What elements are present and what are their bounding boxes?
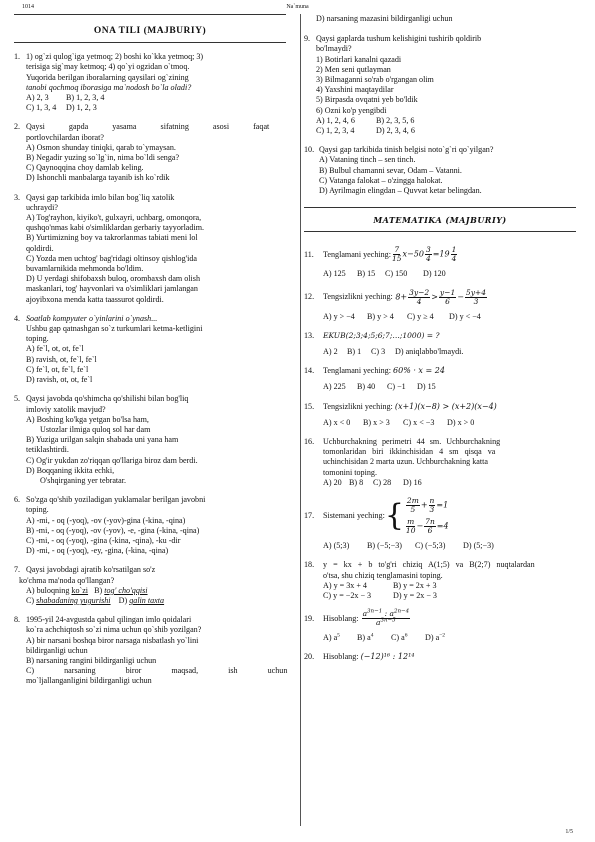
question-12: 12. Tengsizlikni yeching: 8+ $\frac{3y-2}{4}$ > $\frac{y-1}{6}$ − $\frac{5y+4}{3}$ (304, 287, 486, 306)
options-14: A) 225 B) 40 C) −1 D) 15 (323, 382, 436, 392)
question-4: 4. Soatlab kompyuter o`yinlarini o`ynash... Ushbu gap qatnashgan so`z turkumlari ketma-ketligini toping. A) fe`l, ot, ot, fe`l B) ravish, ot, fe`l, fe`l C) fe`l, ot, fe`l, fe`l D) ravish, ot, ot, fe`l (14, 313, 203, 385)
options-18-row1: A) y = 3x + 4 B) y = 2x + 3 (323, 580, 437, 590)
question-7: 7. Qaysi javobdagi ajratib ko'rsatilgan so'z ko'chma ma'noda qo'llangan? A) buloqning ko`zi B) tog' cho'qqisi C) shabadaning yugurishi D) qalin taxta (14, 565, 165, 605)
question-10: 10. Qaysi gap tarkibida tinish belgisi noto`g`ri qo`yilgan? A) Vataning tinch – sen tinch. B) Bulbul chamanni sevar, Odam – Vatanni. C) Vatanga falokat – o'zingga halokat. D) Ayrilmagin elingdan – Quvvat ketar belingdan. (304, 145, 494, 196)
question-2: 2. Qaysi gapda yasama sifatning asosi faqat portlovchilardan iborat? A) Osmon shunday tiniqki, qarab to`ymaysan. B) Negadir yuzing so`lg`in, nima bo`ldi senga? C) Qaynoqqina choy damlab keling. D) Ishonchli manbalarga tayanib ish ko`rdik (14, 122, 270, 183)
column-divider (300, 14, 301, 826)
question-20: 20. Hisoblang: (−12)¹⁶ : 12¹⁴ (304, 652, 415, 662)
question-8: 8. 1995-yil 24-avgustda qabul qilingan imlo qoidalari ko`ra achchiqtosh so`zi nima uchun qo`shib yozilgan? A) bir narsani boshqa biror narsaga nisbatlash yo`lini bildirganligi uchun B) narsaning rangini bildirganligi uchun C) narsaning biror maqsad, ish uchun mo`ljallanganligini bildirganligi uchun (14, 615, 288, 686)
equation-11: $\frac{7}{15}$ x−50 $\frac{3}{4}$ =19 $\frac{1}{4}$ (391, 245, 457, 264)
options-12: A) y > −4 B) y > 4 C) y ≥ 4 D) y < −4 (323, 311, 481, 321)
question-15: 15. Tengsizlikni yeching: (x+1)(x−8) > (x+2)(x−4) (304, 401, 497, 411)
question-5: 5. Qaysi javobda qo'shimcha qo'shilishi bilan bog'liq imloviy xatolik mavjud? A) Boshing ko'kga yetgan bo'lsa ham, Ustozlar ilmiga quloq sol har dam B) Yuziga urilgan salqin shabada uni yana ham tetiklashtirdi. C) Og'ir yukdan zo'riqqan qo'llariga biroz dam berdi. D) Boqqaning ikkita echki, O'shqirganing yer tebratar. (14, 394, 198, 485)
right-column: D) narsaning mazasini bildirganligi uchun 9. Qaysi gaplarda tushum kelishigini tushirib qoldirib bo'lmaydi? 1) Botirlari kanalni qazadi 2) Men seni qutlayman 3) Bilmaganni so'rab o'rgangan olim 4) Yaxshini maqtaydilar 5) Birpasda ovqatni yeb bo'ldik 6) Ozni ko'p yengibdi A) 1, 2, 4, 6 B) 2, 3, 5, 6 C) 1, 2, 3, 4 D) 2, 3, 4, 6 10. Qaysi gap tarkibida tinish belgisi noto`g`ri qo`yilgan? A) Vataning tinch – sen tinch. B) Bulbul chamanni sevar, Odam – Vatanni. C) Vatanga falokat – o'zingga halokat. D) Ayrilmagin elingdan – Quvvat ketar belingdan. MATEMATIKA (MAJBURIY) 11. Tenglamani yeching: $\frac{7}{15}$ x−50 $\frac{3}{4}$ =19 $\frac{1}{4}$ A) 125 B) 15 C) 150 D) 120 12. Tengsizlikni yeching: 8+ $\frac{3y-2}{4}$ > $\frac{y-1}{6}$ − $\frac{5y+4}{3}$ A) y > −4 B) y > 4 C) y ≥ 4 D) y < −4 13. EKUB(2;3;4;5;6;7;…;1000) = ? A) 2 B) 1 C) 3 D) aniqlabbo'lmaydi. 14. Tenglamani yeching: 60% · x = 24 A) 225 B) 40 C) −1 D) 15 15. Tengsizlikni yeching: (x+1)(x−8) > (x+2)(x−4) A) x < 0 B) x > 3 C) x < −3 D) x > 0 16. Uchburchakning perimetri 44 sm. Uchburchakning tomonlaridan biri ikkinchisidan 4 sm qisqa va uchinchisidan 2 marta uzun. Uchburchakning katta tomonini toping. A) 20 B) 8 C) 28 D) 16 17. Sistemani yeching: { $\frac{2m}{5}$ + $\frac{n}{3}$ =1 $\frac{m}{10}$ − $\frac{7n}{6}$ =4 A) (5;3) B) (−5;−3) C) (−5;3) D) (5;−3) 18. y = kx + b to'g'ri chiziq A(1;5) va B(2;7) nuqtalardan o'tsa, shu chiziq tenglamasini toping. A) y = 3x + 4 B) y = 2x + 3 C) y = −2x − 3 D) y = 2x − 3 19. Hisoblang: $\frac{a^{3n-1} : a^{2n-4}}{a^{3n-5}}$ A) $a^5$ B) $a^4$ C) $a^6$ D) $a^{-2}$ 20. Hisoblang: (−12)¹⁶ : 12¹⁴ (304, 14, 576, 669)
options-17: A) (5;3) B) (−5;−3) C) (−5;3) D) (5;−3) (323, 541, 494, 551)
question-17: 17. Sistemani yeching: { $\frac{2m}{5}$ + $\frac{n}{3}$ =1 $\frac{m}{10}$ − $\frac{7n}{6}$ =4 (304, 496, 449, 536)
question-6: 6. So'zga qo'shib yoziladigan yuklamalar berilgan javobni toping. A) -mi, - oq (-yoq), -ov (-yov)-gina (-kina, -qina) B) -mi, - oq (-yoq), -ov (-yov), -e, -gina (-kina, -qina) C) -mi, - oq (-yoq), -gina (-kina, -qina), -ku -dir D) -mi, - oq (-yoq), -ey, -gina, (-kina, -qina) (14, 495, 206, 556)
page-code: 1014 (22, 4, 34, 10)
section-title-ona-tili: ONA TILI (MAJBURIY) (14, 15, 286, 43)
question-14: 14. Tenglamani yeching: 60% · x = 24 (304, 366, 445, 376)
left-column (14, 14, 286, 696)
options-16: A) 20 B) 8 C) 28 D) 16 (323, 477, 422, 487)
equation-system-17: { $\frac{2m}{5}$ + $\frac{n}{3}$ =1 $\frac{m}{10}$ − $\frac{7n}{6}$ =4 (384, 496, 449, 536)
page-number: 1/5 (565, 829, 573, 835)
question-19: 19. Hisoblang: $\frac{a^{3n-1} : a^{2n-4}}{a^{3n-5}}$ (304, 608, 410, 628)
question-3: 3. Qaysi gap tarkibida imlo bilan bog`liq xatolik uchraydi? A) Tog'rayhon, kiyiko't, gulxayri, uchbarg, omonqora, qushqo'nmas kabi o'simliklardan gerbariy tayyorladim. B) Yurtimizning boy va takrorlanmas tabiati meni lol qoldirdi. C) Yozda men uchtog' bag'ridagi oltinsoy qishlog'ida buvamlarnikida mehmonda bo'ldim. D) U yerdagi shifobaxsh buloq, orombaxsh dam olish maskanlari, tog' hayvonlari va o'simliklari jamlangan ajoyibxona menda katta taassurot qoldirdi. (14, 192, 205, 304)
inequality-12: 8+ $\frac{3y-2}{4}$ > $\frac{y-1}{6}$ − $\frac{5y+4}{3}$ (392, 287, 486, 306)
options-18-row2: C) y = −2x − 3 D) y = 2x − 3 (323, 590, 437, 600)
options-19: A) $a^5$ B) $a^4$ C) $a^6$ D) $a^{-2}$ (323, 632, 446, 643)
question-8-continued: D) narsaning mazasini bildirganligi uchun (316, 14, 453, 23)
options-13: A) 2 B) 1 C) 3 D) aniqlabbo'lmaydi. (323, 347, 464, 357)
question-16: 16. Uchburchakning perimetri 44 sm. Uchburchakning tomonlaridan biri ikkinchisidan 4 sm qisqa va uchinchisidan 2 marta uzun. Uchburchakning katta tomonini toping. (304, 437, 501, 477)
question-1: 1. 1) og`zi qulog`iga yetmoq; 2) boshi ko`kka yetmoq; 3) terisiga sig`may ketmoq; 4) qo`yi ogzidan o`tmoq. Yuqorida berilgan iboralarning qaysilari og`zining tanobi qochmoq iborasiga ma`nodosh bo`la oladi? A) 2, 3 B) 1, 2, 3, 4 C) 1, 3, 4 D) 1, 2, 3 (14, 52, 204, 113)
question-13: 13. EKUB(2;3;4;5;6;7;…;1000) = ? (304, 330, 440, 340)
section-title-matematika: MATEMATIKA (MAJBURIY) (304, 207, 576, 232)
page-label: Na`muna (286, 4, 309, 10)
question-9: 9. Qaysi gaplarda tushum kelishigini tushirib qoldirib bo'lmaydi? 1) Botirlari kanalni qazadi 2) Men seni qutlayman 3) Bilmaganni so'rab o'rgangan olim 4) Yaxshini maqtaydilar 5) Birpasda ovqatni yeb bo'ldik 6) Ozni ko'p yengibdi A) 1, 2, 4, 6 B) 2, 3, 5, 6 C) 1, 2, 3, 4 D) 2, 3, 4, 6 (304, 34, 482, 136)
expression-19: $\frac{a^{3n-1} : a^{2n-4}}{a^{3n-5}}$ (362, 608, 410, 628)
page-header (14, 4, 581, 14)
options-15: A) x < 0 B) x > 3 C) x < −3 D) x > 0 (323, 417, 475, 427)
options-11: A) 125 B) 15 C) 150 D) 120 (323, 269, 446, 279)
question-18: 18. y = kx + b to'g'ri chiziq A(1;5) va B(2;7) nuqtalardan (304, 560, 535, 570)
question-11: 11. Tenglamani yeching: $\frac{7}{15}$ x−50 $\frac{3}{4}$ =19 $\frac{1}{4}$ (304, 245, 457, 264)
